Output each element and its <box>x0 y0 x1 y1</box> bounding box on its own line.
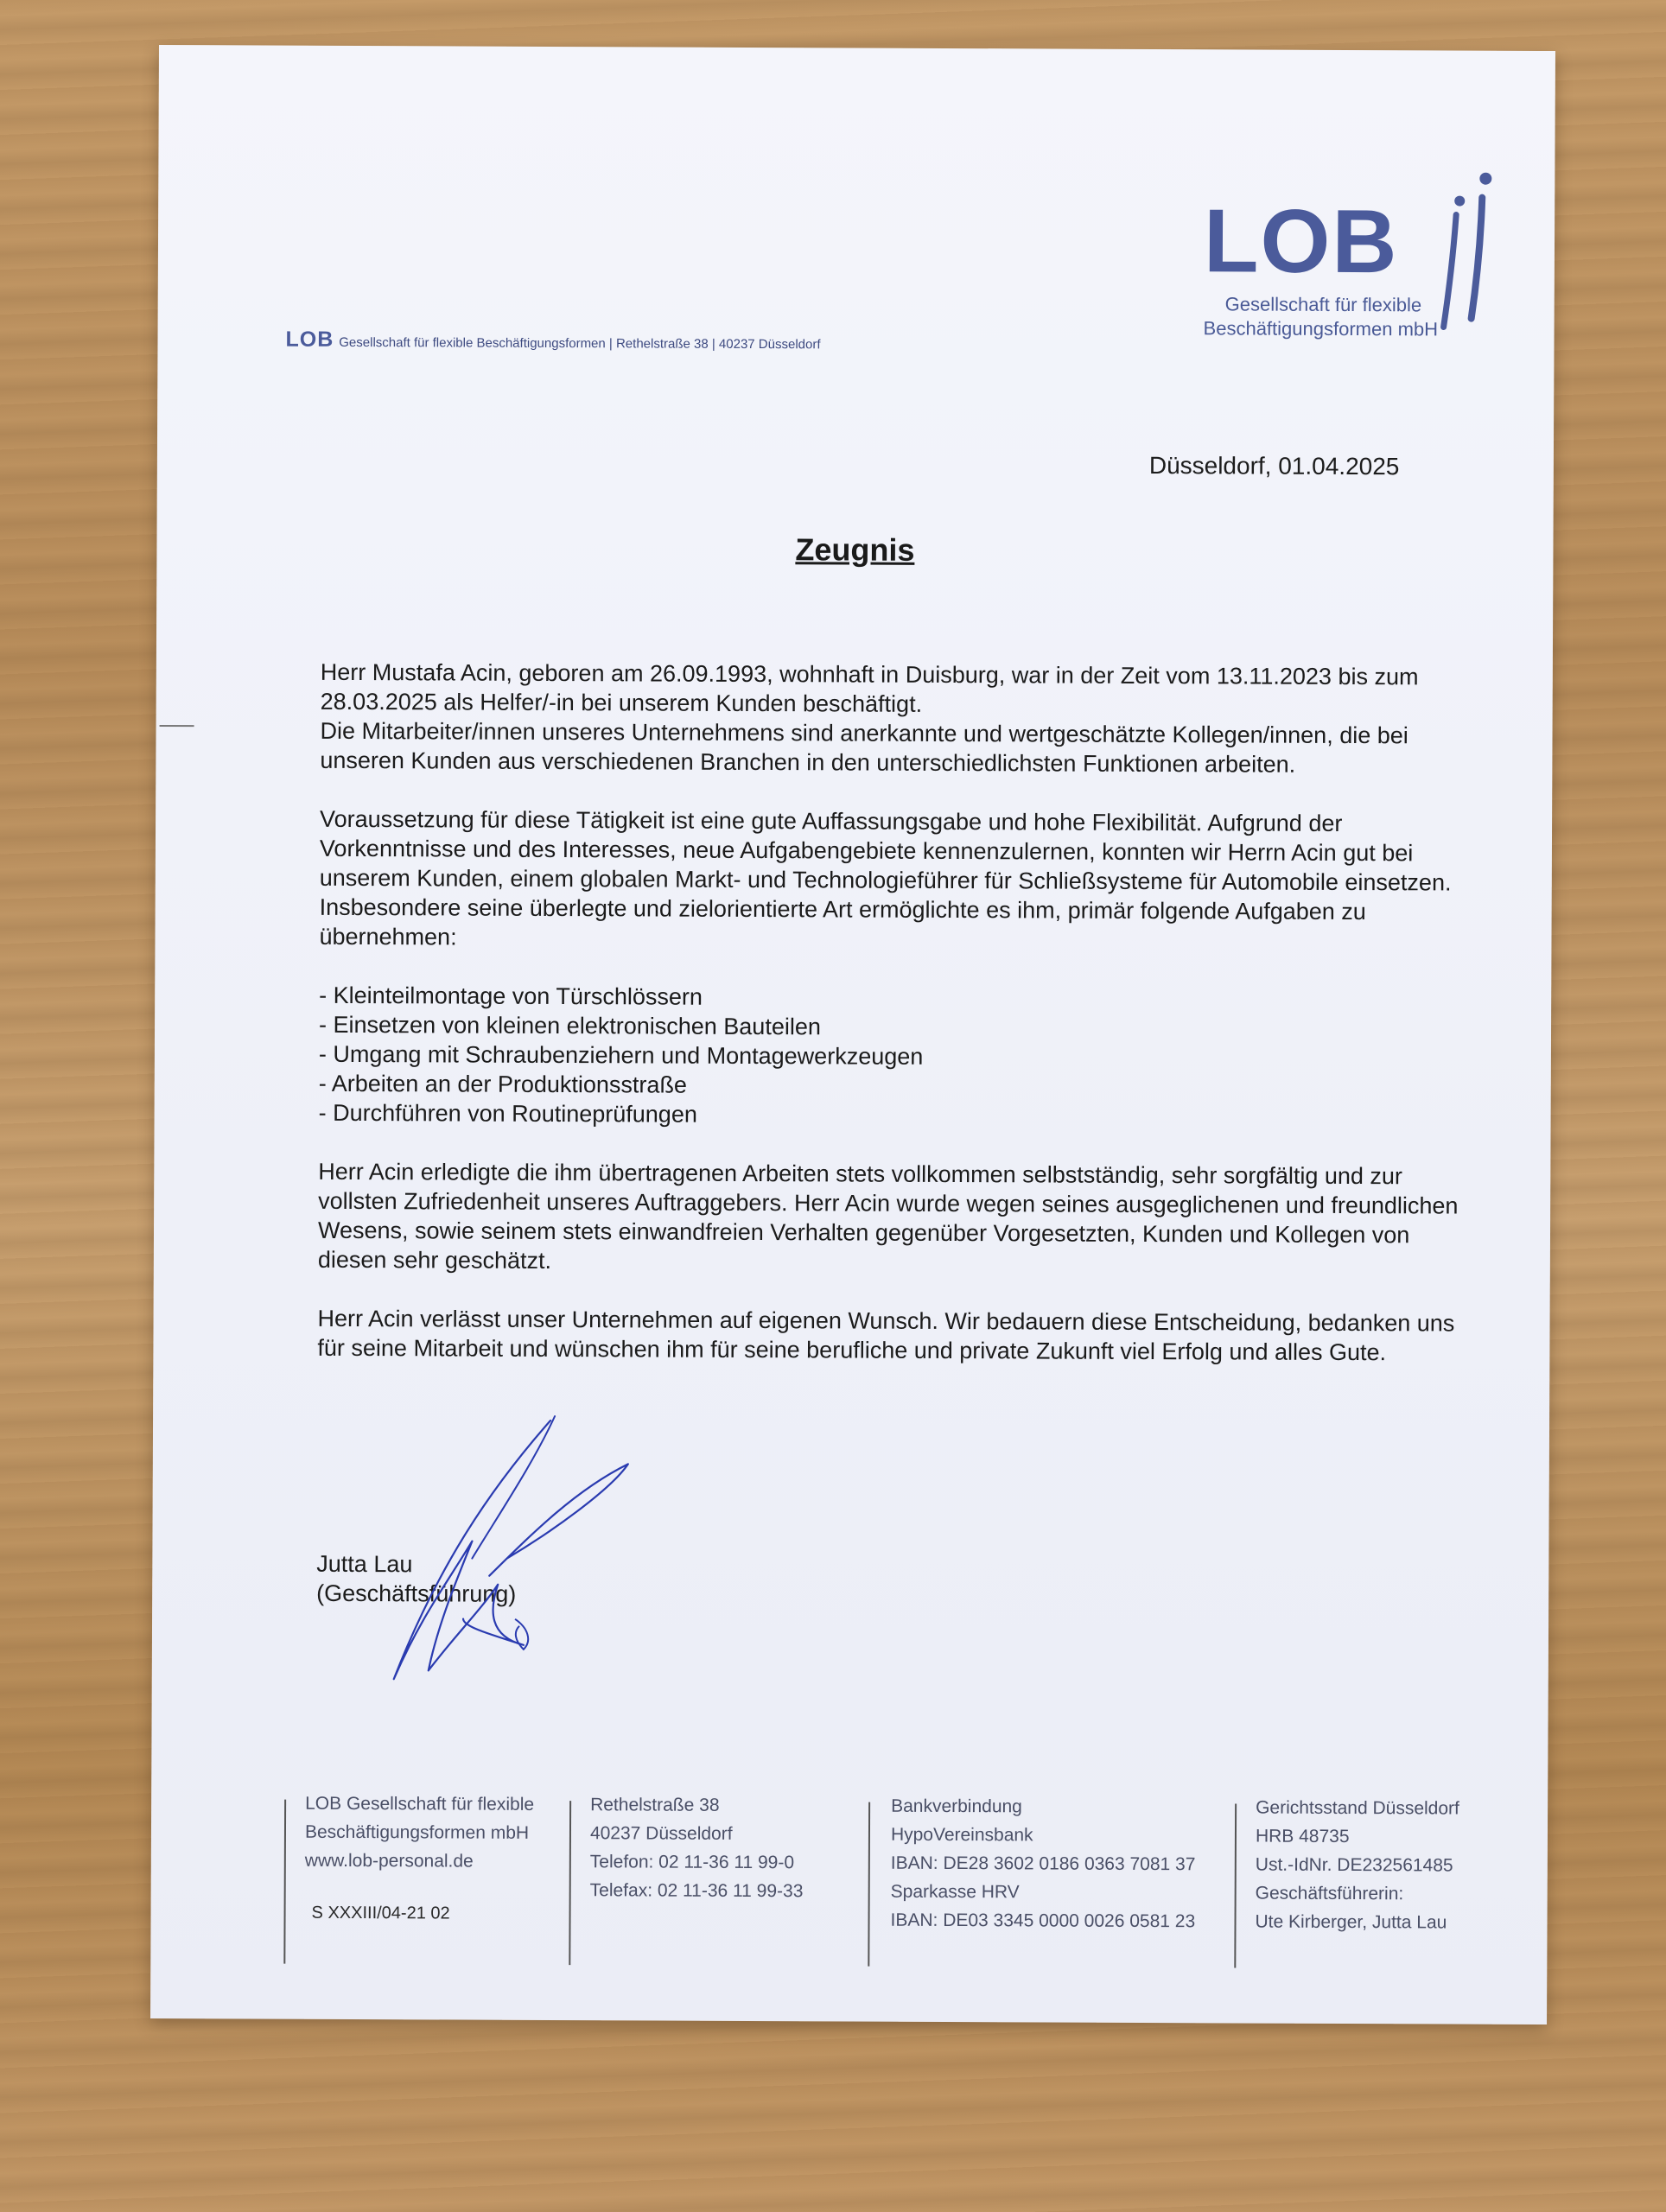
sender-lob: LOB <box>285 327 334 352</box>
handwritten-signature <box>359 1411 637 1688</box>
footer-company-line: Beschäftigungsformen mbH <box>304 1821 530 1843</box>
logo-figures-icon <box>1437 162 1498 335</box>
intro-paragraph <box>320 658 1478 780</box>
signer-name: Jutta Lau <box>316 1550 413 1578</box>
letter-date: Düsseldorf, 01.04.2025 <box>1148 452 1400 480</box>
footer-company-line: LOB Gesellschaft für flexible <box>305 1793 535 1815</box>
list-item: - Arbeiten an der Produktionsstraße <box>319 1069 1477 1103</box>
footer-legal <box>1255 1794 1459 1937</box>
footer-vat-id: Ust.-IdNr. DE232561485 <box>1255 1854 1453 1876</box>
task-list <box>319 981 1478 1133</box>
footer-managing-directors: Ute Kirberger, Jutta Lau <box>1255 1911 1447 1933</box>
footer-divider <box>868 1802 870 1967</box>
footer-divider <box>283 1800 286 1964</box>
closing-paragraph: Herr Acin verlässt unser Unternehmen auf eigenen Wunsch. Wir bedauern diese Entscheidung, bedanken uns für seine Mitarbeit und wünschen ihm für seine berufliche und private Zukunft viel Erfolg und alles Gute. <box>317 1305 1455 1366</box>
intro-company-sentence: Die Mitarbeiter/innen unseres Unternehmens sind anerkannte und wertgeschätzte Kollegen/innen, die bei unseren Kunden aus verschiedenen Branchen in den unterschiedlichsten Funktionen arbeiten. <box>320 717 1408 778</box>
list-item: - Umgang mit Schraubenziehern und Montagewerkzeugen <box>319 1039 1477 1074</box>
footer-iban: IBAN: DE03 3345 0000 0026 0581 23 <box>890 1910 1196 1932</box>
logo-tagline-2: Beschäftigungsformen mbH <box>1203 317 1439 340</box>
letter-body <box>317 658 1478 1397</box>
signer-role: (Geschäftsführung) <box>316 1580 517 1607</box>
footer-bank-heading: Bankverbindung <box>891 1796 1022 1817</box>
sender-line <box>285 327 820 355</box>
footer-phone: Telefon: 02 11-36 11 99-0 <box>589 1852 795 1873</box>
document-reference: S XXXIII/04-21 02 <box>311 1903 450 1923</box>
footer-iban: IBAN: DE28 3602 0186 0363 7081 37 <box>890 1853 1196 1875</box>
footer-fax: Telefax: 02 11-36 11 99-33 <box>589 1880 804 1902</box>
footer-court: Gerichtsstand Düsseldorf <box>1256 1797 1459 1819</box>
footer-website: www.lob-personal.de <box>304 1850 474 1872</box>
footer-address <box>590 1790 804 1905</box>
fold-mark <box>160 725 194 727</box>
logo-tagline-1: Gesellschaft für flexible <box>1224 293 1422 316</box>
footer-street: Rethelstraße 38 <box>590 1795 720 1815</box>
logo-wordmark: LOB <box>1203 191 1399 293</box>
company-logo <box>1203 127 1489 353</box>
footer-divider <box>569 1801 571 1965</box>
letter-paper <box>150 45 1555 2024</box>
list-item: - Einsetzen von kleinen elektronischen Bauteilen <box>319 1010 1477 1045</box>
footer-company <box>305 1789 534 1876</box>
intro-sentence: Herr Mustafa Acin, geboren am 26.09.1993, wohnhaft in Duisburg, war in der Zeit vom 13.11.2023 bis zum 28.03.2025 als Helfer/-in bei unserem Kunden beschäftigt. <box>320 658 1419 717</box>
footer-bank-name: HypoVereinsbank <box>890 1824 1033 1846</box>
footer-divider <box>1234 1803 1237 1967</box>
list-item: - Durchführen von Routineprüfungen <box>319 1098 1477 1133</box>
letter-title: Zeugnis <box>795 531 915 568</box>
list-item: - Kleinteilmontage von Türschlössern <box>319 981 1477 1015</box>
sender-address: Gesellschaft für flexible Beschäftigungsformen | Rethelstraße 38 | 40237 Düsseldorf <box>339 334 821 353</box>
requirements-paragraph: Voraussetzung für diese Tätigkeit ist eine gute Auffassungsgabe und hohe Flexibilität. Aufgrund der Vorkenntnisse und des Interesses, neue Aufgabengebiete kennenzulernen, konnten wir Herrn Acin gut bei unserem Kunden, einem globalen Markt- und Technologieführer für Schließsysteme für Automobile einsetzen. Insbesondere seine überlegte und zielorientierte Art ermöglichte es ihm, primär folgende Aufgaben zu übernehmen: <box>319 805 1452 950</box>
footer-managing-director-label: Geschäftsführerin: <box>1255 1883 1404 1904</box>
footer-bank <box>890 1792 1195 1936</box>
footer-bank-name: Sparkasse HRV <box>890 1881 1020 1903</box>
evaluation-paragraph: Herr Acin erledigte die ihm übertragenen Arbeiten stets vollkommen selbstständig, sehr sorgfältig und zur vollsten Zufriedenheit unseres Auftraggebers. Herr Acin wurde wegen seines ausgeglichenen und freundlichen Wesens, sowie seinem stets einwandfreien Verhalten gegenüber Vorgesetzten, Kunden und Kollegen von diesen sehr geschätzt. <box>317 1158 1459 1274</box>
footer-city: 40237 Düsseldorf <box>589 1823 733 1844</box>
footer-hrb: HRB 48735 <box>1255 1826 1350 1847</box>
